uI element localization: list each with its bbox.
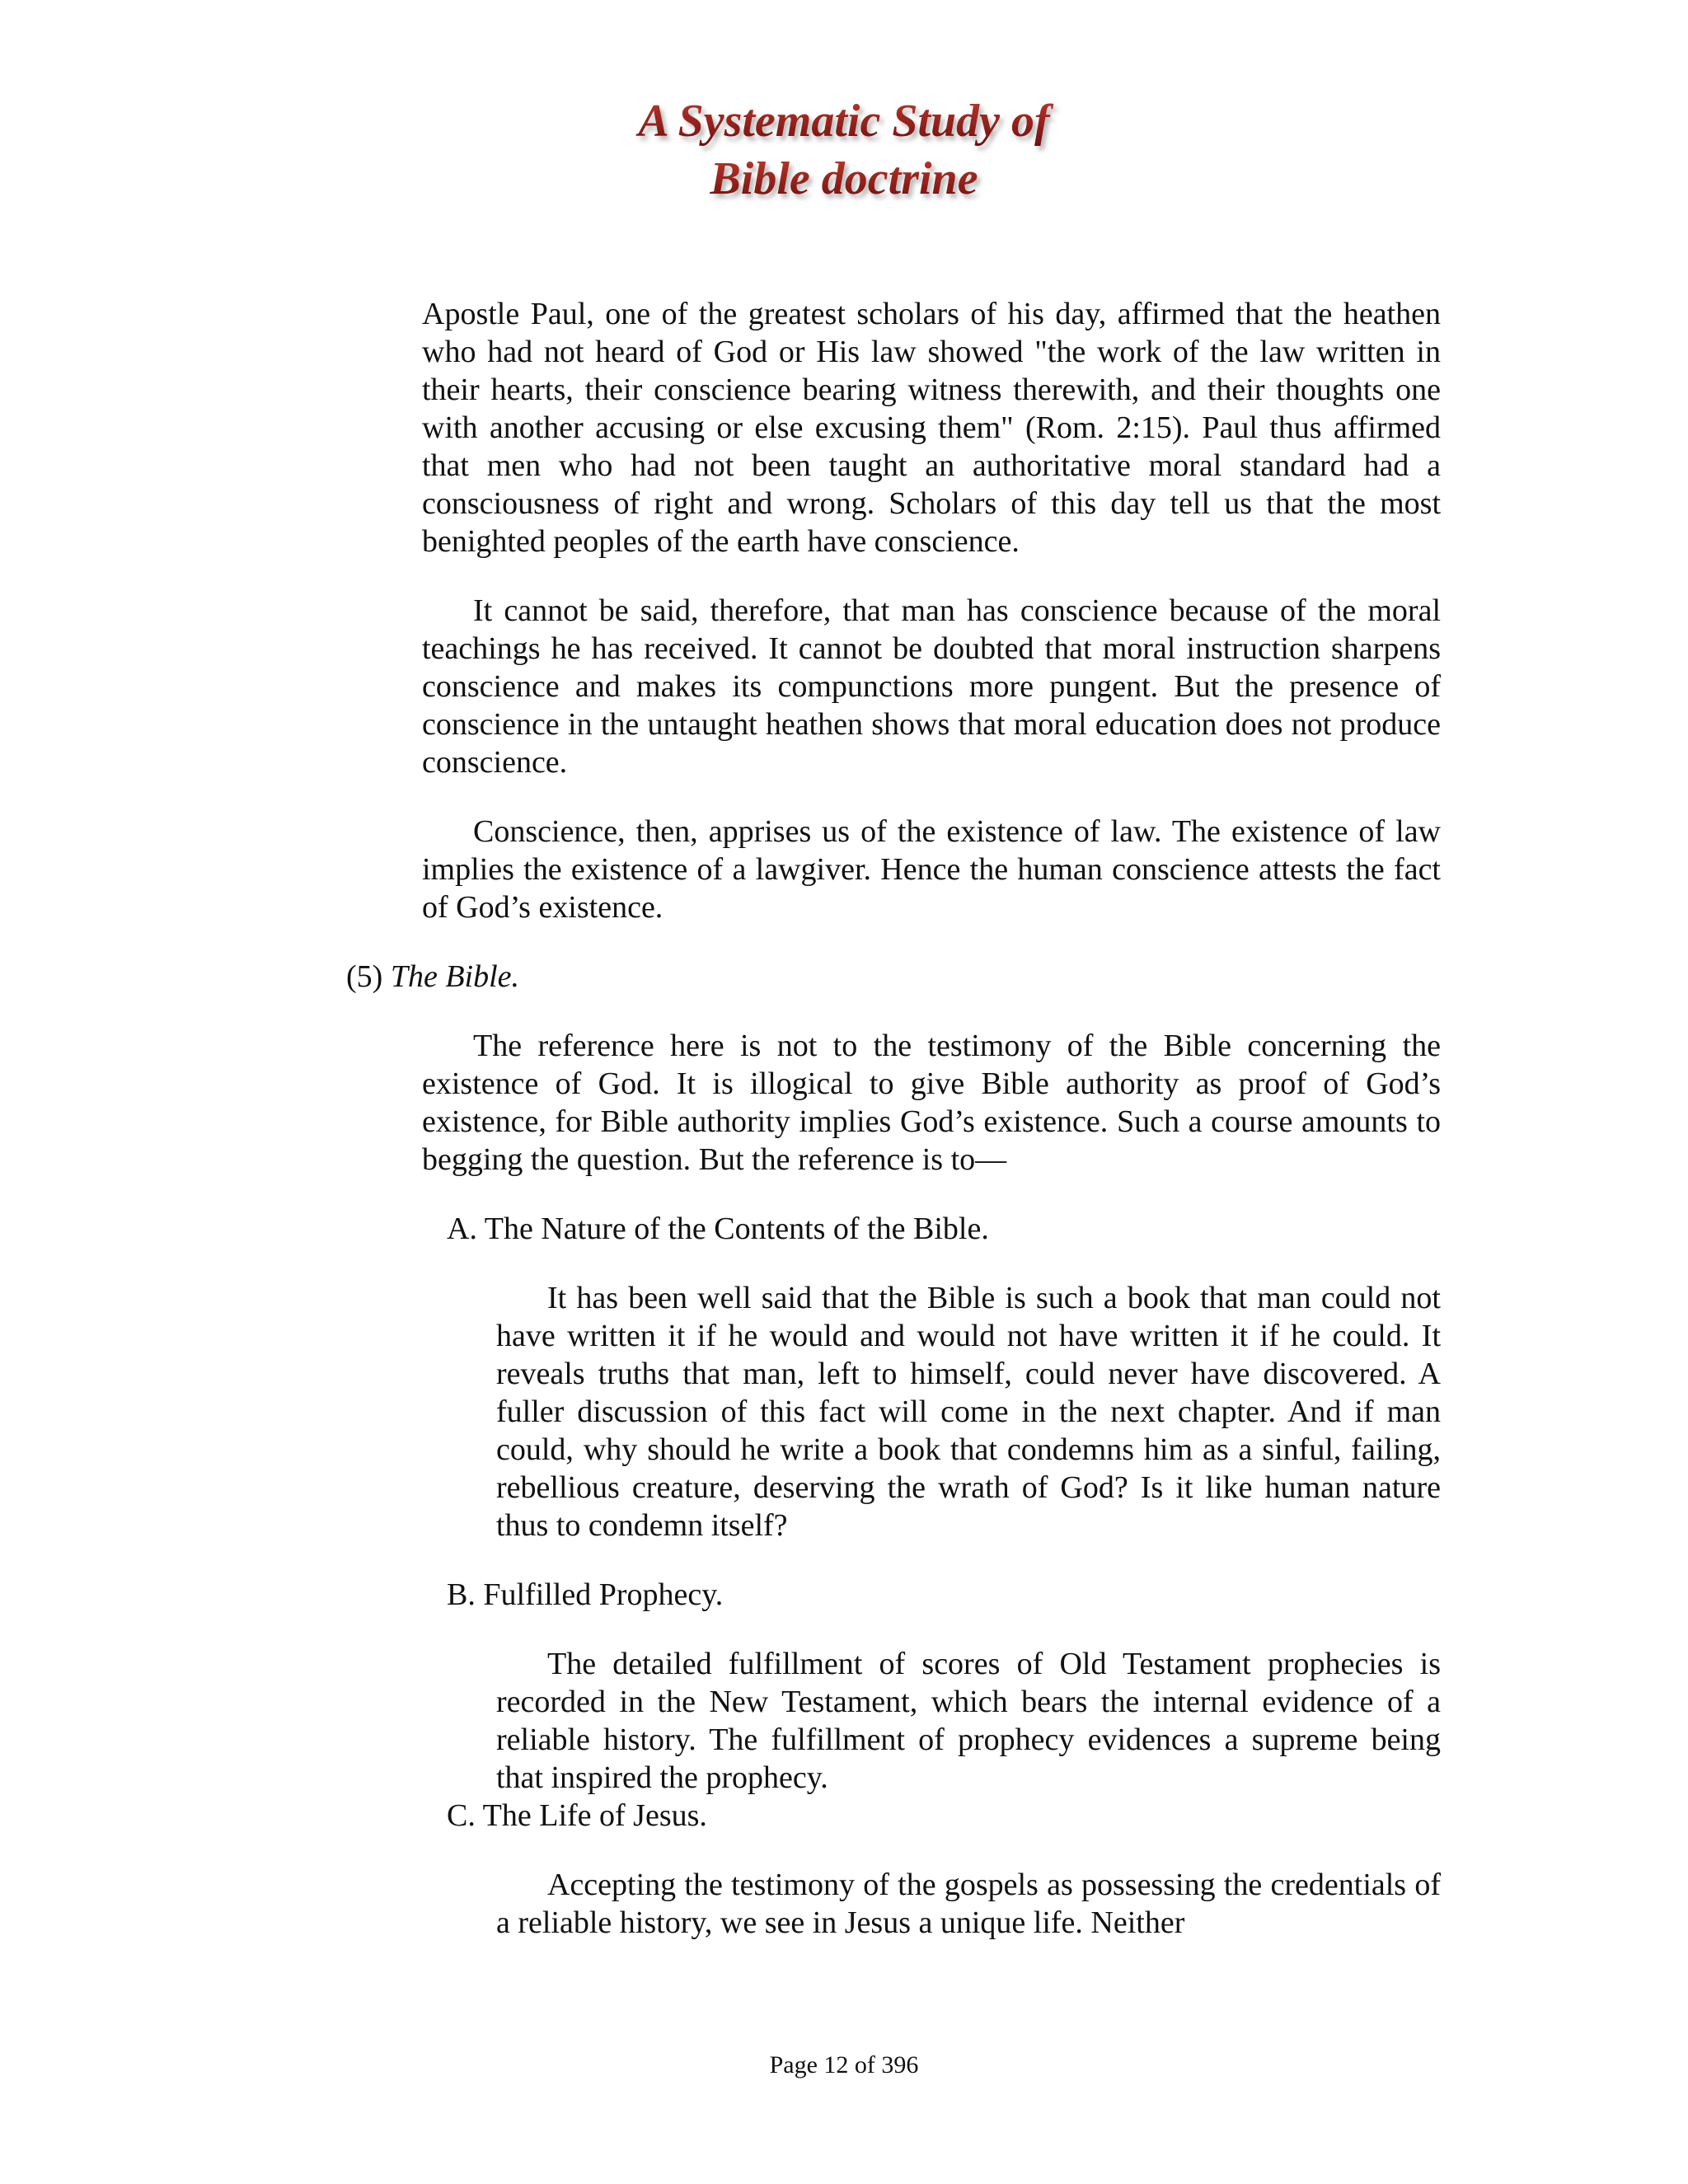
section-title: The Bible. [390,959,520,994]
paragraph-fulfilled-prophecy: The detailed fulfillment of scores of Old Testament prophecies is recorded in the New Testament, which bears the internal evidence of a reliable history. The fulfillment of prophecy evidences a supreme being that inspired the prophecy. [496,1647,1441,1795]
subheading-b-fulfilled-prophecy: B. Fulfilled Prophecy. [447,1577,724,1612]
page-header [0,91,1688,214]
paragraph-conscience-teachings: It cannot be said, therefore, that man has conscience because of the moral teachings he has received. It cannot be doubted that moral instruction sharpens conscience and makes its compunctions more pungent. But the presence of conscience in the untaught heathen shows that moral education does not produce conscience. [422,593,1441,780]
section-heading-the-bible [346,958,1688,996]
subheading-a-nature-of-contents: A. The Nature of the Contents of the Bible. [447,1212,989,1246]
paragraph-life-of-jesus: Accepting the testimony of the gospels as possessing the credentials of a reliable history, we see in Jesus a unique life. Neither [496,1868,1441,1940]
page-number: Page 12 of 396 [769,2051,919,2079]
section-number: (5) [346,959,383,994]
document-body [0,295,1688,1942]
paragraph-conscience-law: Conscience, then, apprises us of the existence of law. The existence of law implies the existence of a lawgiver. Hence the human conscience attests the fact of God’s existence. [422,814,1441,925]
paragraph-paul-heathen: Apostle Paul, one of the greatest scholars of his day, affirmed that the heathen who had not heard of God or His law showed "the work of the law written in their hearts, their conscience bearing witness therewith, and their thoughts one with another accusing or else excusing them" (Rom. 2:15). Paul thus affirmed that men who had not been taught an authoritative moral standard had a consciousness of right and wrong. Scholars of this day tell us that the most benighted peoples of the earth have conscience. [422,297,1441,559]
paragraph-bible-reference: The reference here is not to the testimony of the Bible concerning the existence of God. It is illogical to give Bible authority as proof of God’s existence, for Bible authority implies God’s existence. Such a course amounts to begging the question. But the reference is to— [422,1029,1441,1177]
title-line-2: Bible doctrine [710,153,978,204]
subheading-c-life-of-jesus: C. The Life of Jesus. [447,1798,707,1833]
title-line-1: A Systematic Study of [638,96,1050,147]
title-logo [531,91,1157,214]
paragraph-nature-of-contents: It has been well said that the Bible is such a book that man could not have written it if he would and would not have written it if he could. It reveals truths that man, left to himself, could never have discovered. A fuller discussion of this fact will come in the next chapter. And if man could, why should he write a book that condemns him as a sinful, failing, rebellious creature, deserving the wrath of God? Is it like human nature thus to condemn itself? [496,1281,1441,1543]
